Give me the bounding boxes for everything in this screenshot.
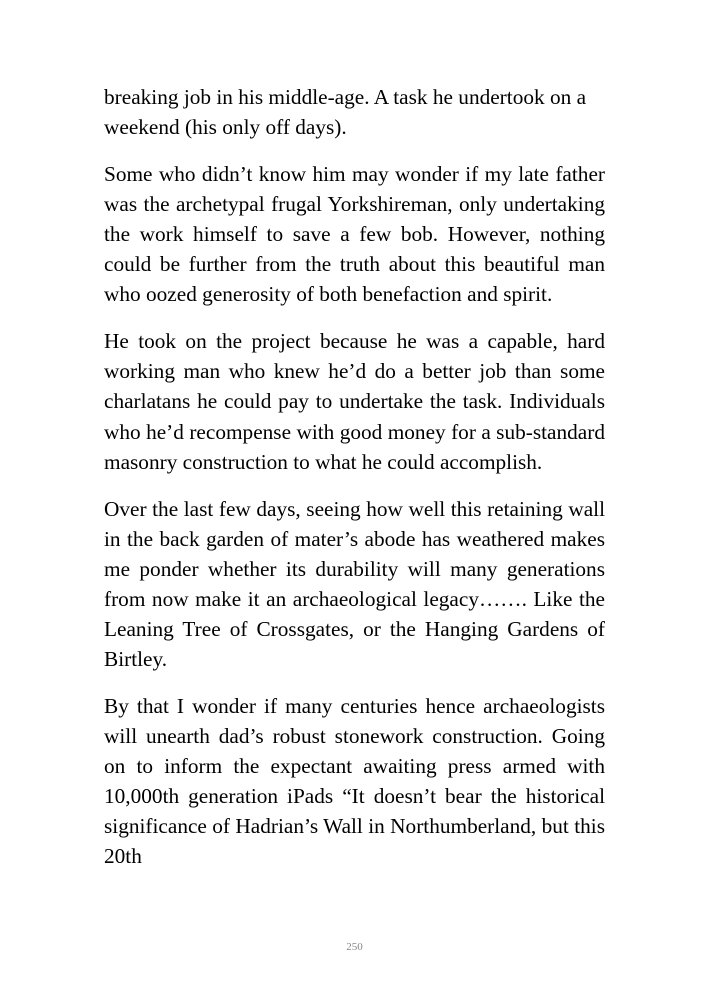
paragraph-2: Some who didn’t know him may wonder if my late father was the archetypal frugal Yorkshireman, only undertaking the work himself to save a few bob. However, nothing could be further from the truth about this beautiful man who oozed generosity of both benefaction and spirit. bbox=[104, 161, 605, 307]
paragraph-1: breaking job in his middle-age. A task he undertook on a weekend (his only off days). bbox=[104, 85, 587, 140]
page-number: 250 bbox=[346, 941, 363, 953]
paragraph-5: By that I wonder if many centuries hence archaeologists will unearth dad’s robust stonework construction. Going on to inform the expectant awaiting press armed with 10,000th generation iPads “It doesn’t bear the historical significance of Hadrian’s Wall in Northumberland, but this 20th bbox=[104, 693, 605, 869]
paragraph-3: He took on the project because he was a capable, hard working man who knew he’d do a better job than some charlatans he could pay to undertake the task. Individuals who he’d recompense with good money for a sub-standard masonry construction to what he could accomplish. bbox=[104, 329, 605, 474]
document-page bbox=[104, 82, 605, 871]
paragraph-4: Over the last few days, seeing how well this retaining wall in the back garden of mater’s abode has weathered makes me ponder whether its durability will many generations from now make it an archaeological legacy……. Like the Leaning Tree of Crossgates, or the Hanging Gardens of Birtley. bbox=[104, 496, 605, 671]
